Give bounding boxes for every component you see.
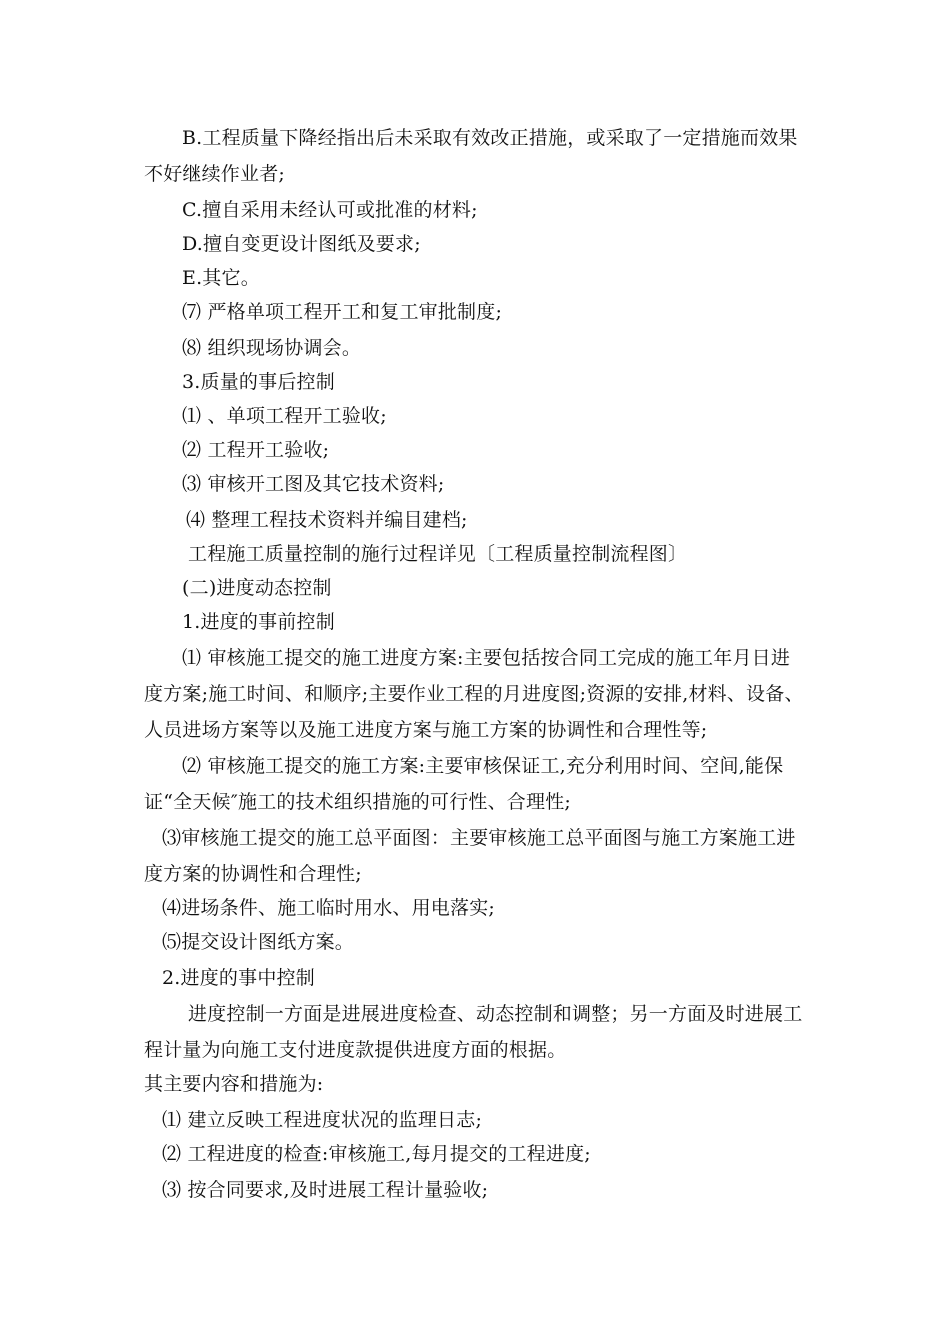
text-line: ⑺ 严格单项工程开工和复工审批制度;: [182, 301, 503, 323]
text-line: ⑶ 按合同要求,及时进展工程计量验收;: [162, 1179, 489, 1201]
text-line: 进度控制一方面是进展进度检查、动态控制和调整；另一方面及时进展工: [188, 1003, 803, 1025]
text-line: C.擅自采用未经认可或批准的材料;: [182, 199, 478, 221]
text-line: ⑻ 组织现场协调会。: [182, 337, 362, 359]
text-line: E.其它。: [182, 267, 260, 289]
text-line: ⑷进场条件、施工临时用水、用电落实;: [162, 897, 496, 919]
text-line: 人员进场方案等以及施工进度方案与施工方案的协调性和合理性等;: [144, 719, 708, 741]
text-line: ⑵ 工程进度的检查:审核施工,每月提交的工程进度;: [162, 1143, 591, 1165]
text-line: ⑴ 审核施工提交的施工进度方案:主要包括按合同工完成的施工年月日进: [182, 647, 791, 669]
text-line: ⑵ 工程开工验收;: [182, 439, 330, 461]
text-line: ⑶ 审核开工图及其它技术资料;: [182, 473, 445, 495]
text-line: ⑴ 、单项工程开工验收;: [182, 405, 387, 427]
text-line: ⑴ 建立反映工程进度状况的监理日志;: [162, 1109, 483, 1131]
text-line: 证“全天候″施工的技术组织措施的可行性、合理性;: [144, 791, 572, 813]
section-heading: 1.进度的事前控制: [182, 611, 335, 633]
text-line: D.擅自变更设计图纸及要求;: [182, 233, 421, 255]
text-line: ⑸提交设计图纸方案。: [162, 931, 355, 953]
text-line: 度方案;施工时间、和顺序;主要作业工程的月进度图;资源的安排,材料、设备、: [144, 683, 804, 705]
text-line: B.工程质量下降经指出后未采取有效改正措施，或采取了一定措施而效果: [182, 127, 798, 149]
text-line: ⑵ 审核施工提交的施工方案:主要审核保证工,充分利用时间、空间,能保: [182, 755, 784, 777]
text-line: 其主要内容和措施为:: [144, 1073, 324, 1095]
text-line: 不好继续作业者;: [144, 163, 286, 185]
text-line: 程计量为向施工支付进度款提供进度方面的根据。: [144, 1039, 567, 1061]
text-line: 度方案的协调性和合理性;: [144, 863, 362, 885]
section-heading: 2.进度的事中控制: [162, 967, 315, 989]
section-heading: 3.质量的事后控制: [182, 371, 335, 393]
text-line: ⑶审核施工提交的施工总平面图：主要审核施工总平面图与施工方案施工进: [162, 827, 796, 849]
text-line: 工程施工质量控制的施行过程详见〔工程质量控制流程图〕: [188, 543, 688, 565]
section-heading: (二)进度动态控制: [182, 577, 332, 599]
text-line: ⑷ 整理工程技术资料并编目建档;: [186, 509, 468, 531]
